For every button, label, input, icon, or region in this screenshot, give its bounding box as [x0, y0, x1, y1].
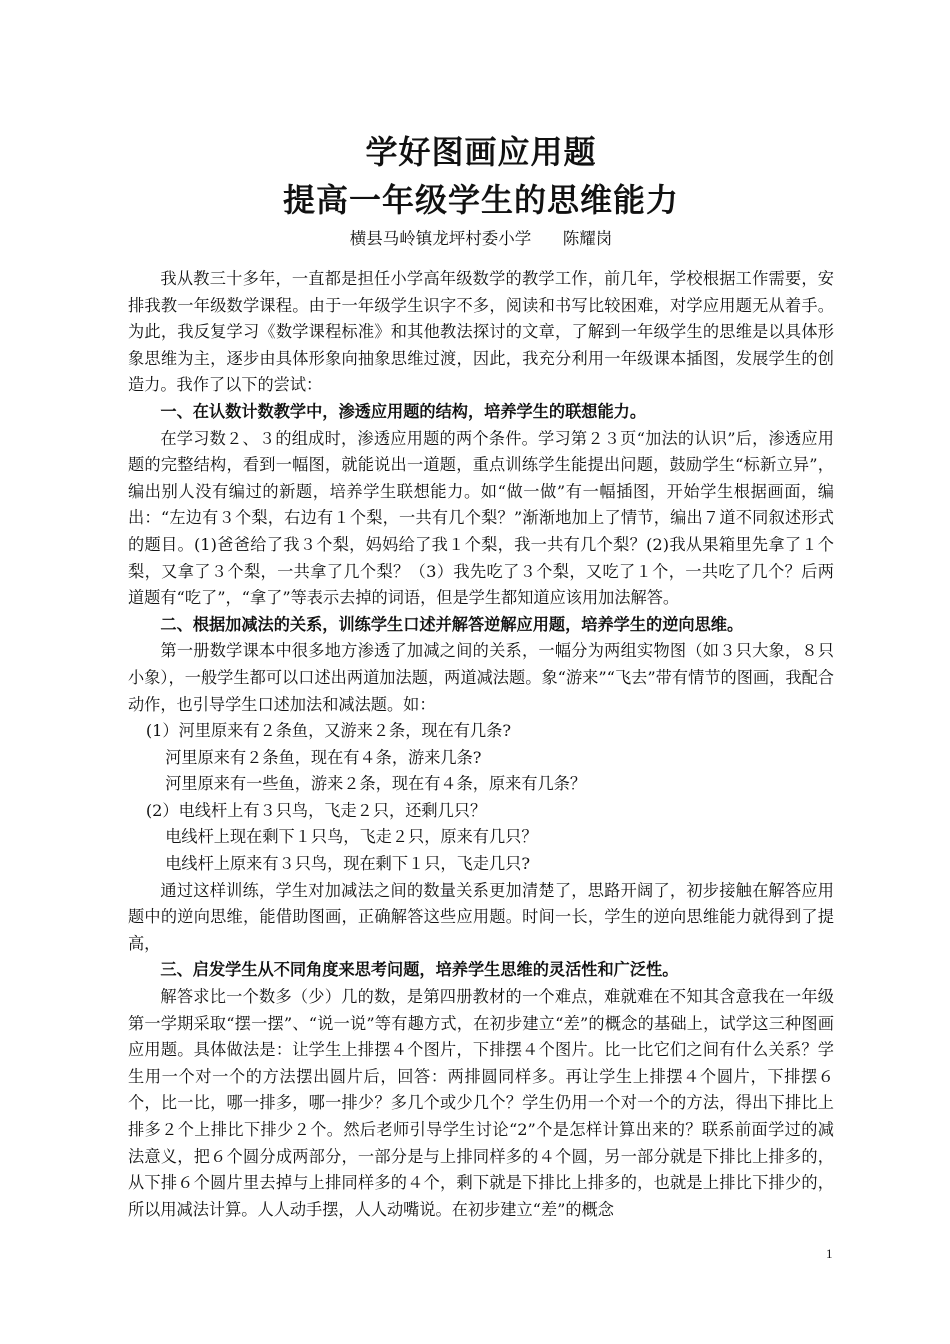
- author-line: 横县马岭镇龙坪村委小学 陈耀岗: [349, 229, 613, 248]
- intro-paragraph: 我从教三十多年，一直都是担任小学高年级数学的教学工作，前几年，学校根据工作需要，安排我教一年级数学课程。由于一年级学生识字不多，阅读和书写比较困难，对学应用题无从着手。为此，我反复学习《数学课程标准》和其他教法探讨的文章，了解到一年级学生的思维是以具体形象思维为主，逐步由具体形象向抽象思维过渡，因此，我充分利用一年级课本插图，发展学生的创造力。我作了以下的尝试：: [128, 269, 834, 395]
- section-2-paragraph: 第一册数学课本中很多地方渗透了加减之间的关系，一幅分为两组实物图（如３只大象，８只小象），一般学生都可以口述出两道加法题，两道减法题。象“游来”“飞去”带有情节的图画，我配合动作，也引导学生口述加法和减法题。如：: [128, 641, 834, 714]
- example-2: (2）电线杆上有３只鸟，飞走２只，还剩几只？: [145, 800, 487, 820]
- example-2b: 电线杆上原来有３只鸟，现在剩下１只，飞走几只?: [165, 854, 531, 874]
- example-1a: 河里原来有２条鱼，现在有４条，游来几条?: [165, 747, 482, 767]
- page-number: 1: [826, 1246, 833, 1261]
- section-2-conclusion: 通过这样训练，学生对加减法之间的数量关系更加清楚了，思路开阔了，初步接触在解答应用题中的逆向思维，能借助图画，正确解答这些应用题。时间一长，学生的逆向思维能力就得到了提高，: [128, 880, 834, 953]
- title-line-2: 提高一年级学生的思维能力: [282, 181, 679, 219]
- section-3-paragraph: 解答求比一个数多（少）几的数，是第四册教材的一个难点，难就难在不知其含意我在一年级第一学期采取“摆一摆”、“说一说”等有趣方式，在初步建立“差”的概念的基础上，试学这三种图画应用题。具体做法是：让学生上排摆４个图片，下排摆４个图片。比一比它们之间有什么关系？学生用一个对一个的方法摆出圆片后，回答：两排圆同样多。再让学生上排摆４个圆片，下排摆６个，比一比，哪一排多，哪一排少？多几个或少几个？学生仍用一个对一个的方法，得出下排比上排多２个上排比下排少２个。然后老师引导学生讨论“2”个是怎样计算出来的？联系前面学过的减法意义，把６个圆分成两部分，一部分是与上排同样多的４个圆，另一部分就是下排比上排多的，从下排６个圆片里去掉与上排同样多的４个，剩下就是下排比上排多的，也就是上排比下排少的，所以用减法计算。人人动手摆，人人动嘴说。在初步建立“差”的概念: [128, 987, 834, 1219]
- title-line-1: 学好图画应用题: [365, 133, 597, 171]
- document-body: [128, 266, 834, 1223]
- section-heading-2: 二、根据加减法的关系，训练学生口述并解答逆解应用题，培养学生的逆向思维。: [160, 614, 744, 634]
- document-page: [128, 128, 834, 1223]
- example-1b: 河里原来有一些鱼，游来２条，现在有４条，原来有几条？: [165, 774, 587, 794]
- section-heading-3: 三、启发学生从不同角度来思考问题，培养学生思维的灵活性和广泛性。: [160, 960, 679, 980]
- section-heading-1: 一、在认数计数教学中，渗透应用题的结构，培养学生的联想能力。: [160, 401, 647, 421]
- example-2a: 电线杆上现在剩下１只鸟，飞走２只，原来有几只？: [165, 827, 538, 847]
- example-1: (1）河里原来有２条鱼，又游来２条，现在有几条?: [145, 721, 512, 741]
- section-1-paragraph: 在学习数２、３的组成时，渗透应用题的两个条件。学习第２３页“加法的认识”后，渗透应用题的完整结构，看到一幅图，就能说出一道题，重点训练学生能提出问题，鼓励学生“标新立异”，编出别人没有编过的新题，培养学生联想能力。如“做一做”有一幅插图，开始学生根据画面，编出：“左边有３个梨，右边有１个梨，一共有几个梨？”渐渐地加上了情节，编出７道不同叙述形式的题目。(1)爸爸给了我３个梨，妈妈给了我１个梨，我一共有几个梨？(2)我从果箱里先拿了１个梨，又拿了３个梨，一共拿了几个梨？（3）我先吃了３个梨，又吃了１个，一共吃了几个？后两道题有“吃了”，“拿了”等表示去掉的词语，但是学生都知道应该用加法解答。: [128, 428, 834, 608]
